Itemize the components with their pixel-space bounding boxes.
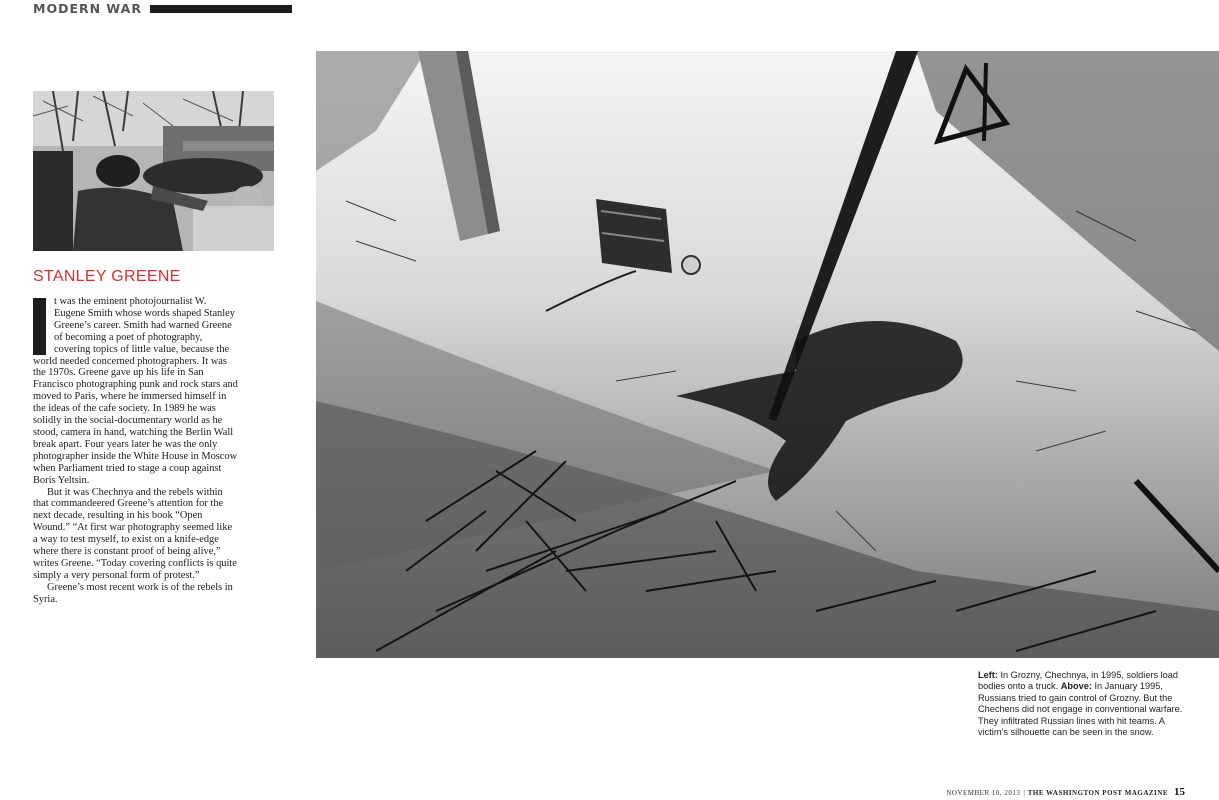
caption-left-label: Left: xyxy=(978,670,998,680)
article-paragraph xyxy=(33,296,239,487)
caption-left-text: In Grozny, Chechnya, in 1995, soldiers load bodies onto a truck. xyxy=(978,670,1179,692)
photo-caption xyxy=(978,670,1193,738)
section-header xyxy=(33,1,292,16)
photographer-byline: STANLEY GREENE xyxy=(33,268,181,285)
page-number: 15 xyxy=(1174,786,1185,798)
footer-publication: THE WASHINGTON POST MAGAZINE xyxy=(1027,789,1168,797)
thumbnail-photo xyxy=(33,91,274,251)
article-paragraph: Greene’s most recent work is of the rebels in Syria. xyxy=(33,581,233,605)
section-title: MODERN WAR xyxy=(33,1,142,16)
section-rule xyxy=(150,5,292,13)
page-footer xyxy=(946,786,1185,798)
drop-cap xyxy=(33,298,46,355)
paragraph-text: t was the eminent photojournalist W. Eugene Smith whose words shaped Stanley Greene’s career. Smith had warned Greene of becoming a poet of photography, covering topics of little value, because the world needed concerned photographers. It was the 1970s. Greene gave up his life in San Francisco photographing punk and rock stars and moved to Paris, where he immersed himself in the ideas of the cafe society. In 1989 he was solidly in the social-documentary world as he stood, camera in hand, watching the Berlin Wall break apart. Four years later he was the only photographer inside the White House in Moscow when Parliament tried to stage a coup against Boris Yeltsin. xyxy=(33,296,238,486)
footer-separator: | xyxy=(1023,789,1025,797)
caption-above-label: Above: xyxy=(1060,681,1092,692)
article-paragraph: But it was Chechnya and the rebels within that commandeered Greene’s attention for the next decade, resulting in his book “Open Wound.” “At first war photography seemed like a way to test myself, to exist on a knife-edge where there is constant proof of being alive,” writes Greene. “Today covering conflicts is quite simply a very personal form of protest.” xyxy=(33,486,237,581)
main-photo xyxy=(316,51,1219,658)
caption-above-text: In January 1995, Russians tried to gain control of Grozny. But the Chechens did not engage in conventional warfare. They infiltrated Russian lines with hit teams. A victim’s silhouette can be seen in the snow. xyxy=(978,681,1183,738)
article-body xyxy=(33,296,239,606)
footer-date: NOVEMBER 10, 2013 xyxy=(946,789,1021,797)
